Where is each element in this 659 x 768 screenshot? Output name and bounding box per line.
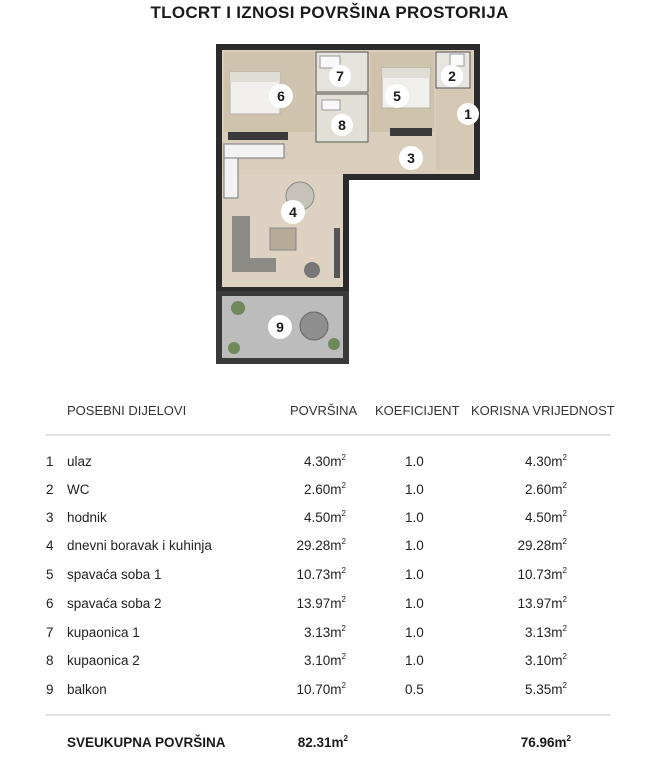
- room-badge-1: [457, 103, 479, 125]
- svg-text:8: 8: [338, 117, 346, 133]
- svg-text:3: 3: [407, 150, 415, 166]
- row-value: $10.73m^2$: [517, 566, 567, 582]
- row-value: $3.10m^2$: [525, 652, 567, 668]
- room-badge-9: [268, 315, 292, 339]
- table-row: [0, 682, 659, 702]
- row-value: $4.50m^2$: [525, 509, 567, 525]
- row-area: $4.50m^2$: [304, 509, 346, 525]
- row-name: kupaonica 2: [67, 653, 140, 668]
- room-badge-5: [385, 84, 409, 108]
- floor-plan: [210, 36, 490, 366]
- room-badge-6: [269, 84, 293, 108]
- row-number: 2: [46, 482, 54, 497]
- room-badge-8: [331, 114, 353, 136]
- room-badge-7: [329, 65, 351, 87]
- svg-text:7: 7: [336, 68, 344, 84]
- header-value: KORISNA VRIJEDNOST: [471, 403, 615, 418]
- header-parts: POSEBNI DIJELOVI: [67, 403, 187, 418]
- row-name: ulaz: [67, 454, 92, 469]
- row-name: spavaća soba 1: [67, 567, 162, 582]
- table-row: [0, 538, 659, 558]
- row-area: $10.70m^2$: [296, 681, 346, 697]
- row-coefficient: 1.0: [405, 567, 424, 582]
- row-number: 8: [46, 653, 54, 668]
- row-coefficient: 1.0: [405, 454, 424, 469]
- header-area: POVRŠINA: [290, 403, 358, 418]
- room-badge-3: [399, 146, 423, 170]
- row-coefficient: 0.5: [405, 682, 424, 697]
- row-name: balkon: [67, 682, 107, 697]
- row-number: 3: [46, 510, 54, 525]
- total-divider: [45, 714, 611, 716]
- svg-text:1: 1: [464, 106, 472, 122]
- row-area: $13.97m^2$: [296, 595, 346, 611]
- row-area: $10.73m^2$: [296, 566, 346, 582]
- svg-text:9: 9: [276, 319, 284, 335]
- table-row: [0, 596, 659, 616]
- room-badge-4: [281, 200, 305, 224]
- row-coefficient: 1.0: [405, 625, 424, 640]
- svg-text:5: 5: [393, 88, 401, 104]
- row-name: hodnik: [67, 510, 107, 525]
- row-number: 4: [46, 538, 54, 553]
- table-row: [0, 625, 659, 645]
- table-row: [0, 567, 659, 587]
- row-area: $3.13m^2$: [304, 624, 346, 640]
- row-name: WC: [67, 482, 90, 497]
- header-divider: [45, 434, 611, 436]
- row-value: $4.30m^2$: [525, 453, 567, 469]
- row-number: 5: [46, 567, 54, 582]
- page-title: TLOCRT I IZNOSI POVRŠINA PROSTORIJA: [150, 3, 509, 22]
- svg-text:4: 4: [289, 204, 297, 220]
- row-number: 9: [46, 682, 54, 697]
- row-area: $4.30m^2$: [304, 453, 346, 469]
- row-coefficient: 1.0: [405, 538, 424, 553]
- row-area: $3.10m^2$: [304, 652, 346, 668]
- row-value: $13.97m^2$: [517, 595, 567, 611]
- svg-text:2: 2: [448, 68, 456, 84]
- row-number: 7: [46, 625, 54, 640]
- row-coefficient: 1.0: [405, 482, 424, 497]
- total-area: $82.31m^2$: [297, 734, 348, 750]
- table-row: [0, 482, 659, 502]
- row-number: 1: [46, 454, 54, 469]
- table-header: [0, 403, 659, 423]
- header-coefficient: KOEFICIJENT: [375, 403, 460, 418]
- row-area: $2.60m^2$: [304, 481, 346, 497]
- room-badge-2: [441, 65, 463, 87]
- row-coefficient: 1.0: [405, 653, 424, 668]
- table-row: [0, 653, 659, 673]
- row-name: spavaća soba 2: [67, 596, 162, 611]
- row-number: 6: [46, 596, 54, 611]
- total-label: SVEUKUPNA POVRŠINA: [67, 735, 226, 750]
- row-value: $3.13m^2$: [525, 624, 567, 640]
- row-name: dnevni boravak i kuhinja: [67, 538, 212, 553]
- total-row: [0, 735, 659, 757]
- row-coefficient: 1.0: [405, 510, 424, 525]
- row-area: $29.28m^2$: [296, 537, 346, 553]
- row-value: $29.28m^2$: [517, 537, 567, 553]
- row-coefficient: 1.0: [405, 596, 424, 611]
- table-row: [0, 510, 659, 530]
- svg-text:6: 6: [277, 88, 285, 104]
- row-value: $5.35m^2$: [525, 681, 567, 697]
- table-row: [0, 454, 659, 474]
- total-value: $76.96m^2$: [520, 734, 571, 750]
- row-name: kupaonica 1: [67, 625, 140, 640]
- row-value: $2.60m^2$: [525, 481, 567, 497]
